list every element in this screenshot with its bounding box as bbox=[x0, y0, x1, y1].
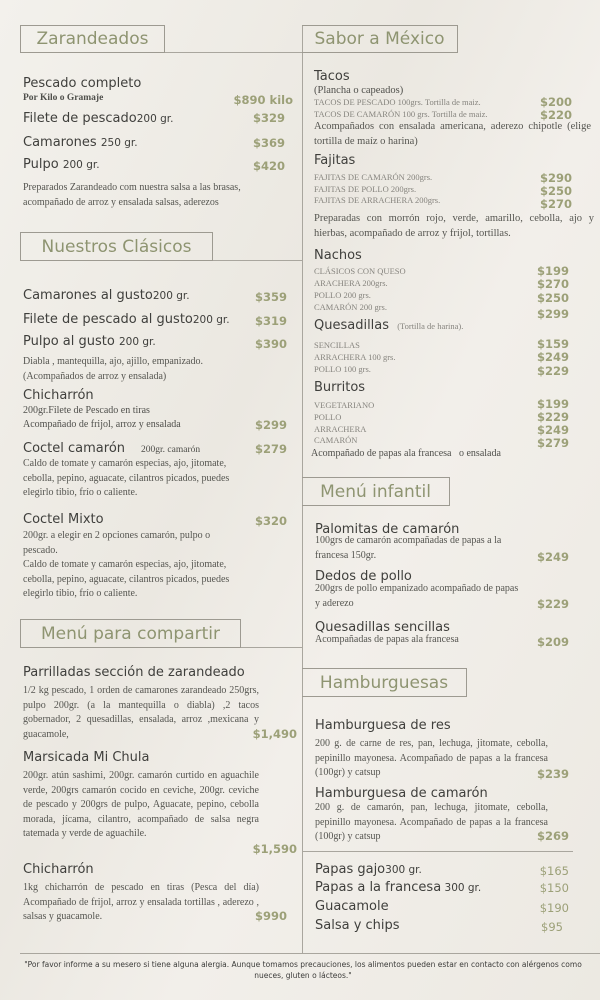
item-price: $329 bbox=[252, 111, 285, 125]
item-desc: Caldo de tomate y camarón especias, ajo, jitomate, cebolla, pepino, aguacate, cilantros picados, puedes elegirlo tibio, frío o caliente. bbox=[23, 559, 230, 599]
item-price: $229 bbox=[536, 410, 569, 424]
item-price: $270 bbox=[539, 197, 572, 211]
section-header-zarandeados: Zarandeados bbox=[20, 25, 165, 53]
item-price: $420 bbox=[252, 159, 285, 173]
item-desc: 1kg chicharrón de pescado en tiras (Pesca del día) Acompañado de frijol, arroz y ensalada tortillas , aderezo , salsas y guacamole. bbox=[23, 882, 259, 922]
item-price: $250 bbox=[536, 291, 569, 305]
category-name: Tacos bbox=[314, 69, 350, 84]
item-price: $299 bbox=[254, 418, 287, 432]
item-name: Quesadillas sencillas bbox=[315, 620, 450, 635]
item-price: $1,490 bbox=[252, 727, 297, 741]
menu-row: VEGETARIANO bbox=[314, 400, 375, 410]
menu-row: FAJITAS DE CAMARÓN 200grs. bbox=[314, 172, 433, 182]
item-price: $95 bbox=[541, 920, 563, 934]
category-note: Preparadas con morrón rojo, verde, amarillo, cebolla, ajo y hierbas, acompañado de arroz y frijol, tortillas. bbox=[314, 213, 594, 239]
menu-row: FAJITAS DE ARRACHERA 200grs. bbox=[314, 195, 441, 205]
category-name: Quesadillas (Tortilla de harina). bbox=[314, 318, 464, 333]
item-price: $150 bbox=[539, 881, 569, 895]
item-price: $279 bbox=[536, 436, 569, 450]
item-name: Chicharrón bbox=[23, 388, 94, 403]
item-name: Papas gajo300 gr. bbox=[315, 862, 422, 877]
item-price: $369 bbox=[252, 136, 285, 150]
category-sub: (Plancha o capeados) bbox=[314, 85, 404, 96]
item-name: Camarones al gusto200 gr. bbox=[23, 288, 190, 303]
item-name: Coctel Mixto bbox=[23, 512, 104, 527]
item-price: $319 bbox=[254, 314, 287, 328]
item-desc: Acompañado de frijol, arroz y ensalada bbox=[23, 419, 181, 430]
header-rule bbox=[165, 52, 302, 53]
item-desc: Caldo de tomate y camarón especias, ajo, jitomate, cebolla, pepino, aguacate, cilantros picados, puedes elegirlo tibio, frío o caliente. bbox=[23, 458, 230, 498]
menu-row: ARRACHERA bbox=[314, 424, 367, 434]
item-price: $229 bbox=[536, 364, 569, 378]
item-name: Chicharrón bbox=[23, 862, 94, 877]
item-name: Pulpo al gusto 200 gr. bbox=[23, 334, 156, 349]
item-name: Papas a la francesa 300 gr. bbox=[315, 880, 482, 895]
header-rule bbox=[241, 647, 302, 648]
item-desc: 200 g. de camarón, pan, lechuga, jitomate, cebolla, pepinillo mayonesa. Acompañado de papas a la francesa (100gr) y catsup bbox=[315, 802, 548, 842]
item-price: $290 bbox=[539, 171, 572, 185]
item-price: $990 bbox=[254, 909, 287, 923]
section-header-compartir: Menú para compartir bbox=[20, 619, 241, 648]
section-header-sabor-a-mexico: Sabor a México bbox=[302, 25, 458, 53]
item-name: Salsa y chips bbox=[315, 918, 400, 933]
item-name: Filete de pescado200 gr. bbox=[23, 111, 174, 126]
item-price: $390 bbox=[254, 337, 287, 351]
section-note: Diabla , mantequilla, ajo, ajillo, empanizado. (Acompañados de arroz y ensalada) bbox=[23, 356, 203, 382]
item-name: Hamburguesa de camarón bbox=[315, 786, 488, 801]
menu-row: ARRACHERA 100 grs. bbox=[314, 352, 396, 362]
menu-row: FAJITAS DE POLLO 200grs. bbox=[314, 184, 417, 194]
category-note: Acompañados con ensalada americana, aderezo chipotle (elige tortilla de maíz o harina) bbox=[314, 121, 591, 147]
extras-divider bbox=[302, 851, 573, 852]
item-name: Hamburguesa de res bbox=[315, 718, 451, 733]
item-name: Marsicada Mi Chula bbox=[23, 750, 150, 765]
menu-row: CAMARÓN 200 grs. bbox=[314, 302, 387, 312]
item-price: $239 bbox=[536, 767, 569, 781]
section-header-hamburguesas: Hamburguesas bbox=[302, 668, 467, 697]
item-price: $249 bbox=[536, 550, 569, 564]
category-name: Nachos bbox=[314, 248, 362, 263]
item-price: $229 bbox=[536, 597, 569, 611]
item-price: $299 bbox=[536, 307, 569, 321]
item-price: $199 bbox=[536, 397, 569, 411]
menu-row: POLLO bbox=[314, 412, 342, 422]
menu-row: ARACHERA 200grs. bbox=[314, 278, 388, 288]
item-price: $890 kilo bbox=[233, 93, 293, 107]
item-desc: Acompañadas de papas ala francesa bbox=[315, 634, 459, 645]
menu-row: TACOS DE CAMARÓN 100 grs. Tortilla de maiz. bbox=[314, 109, 488, 119]
item-price: $279 bbox=[254, 442, 287, 456]
item-name: Pescado completo bbox=[23, 76, 142, 91]
allergy-disclaimer: "Por favor informe a su mesero si tiene alguna alergia. Aunque tomamos precauciones, los alimentos pueden estar en contacto con alérgenos como nueces, gluten o lácteos." bbox=[24, 960, 582, 980]
footer-divider bbox=[20, 953, 600, 954]
menu-row: POLLO 200 grs. bbox=[314, 290, 371, 300]
item-desc: 100grs de camarón acompañadas de papas a la francesa 150gr. bbox=[315, 535, 502, 561]
item-name: Palomitas de camarón bbox=[315, 522, 460, 537]
item-price: $250 bbox=[539, 184, 572, 198]
item-desc: 1/2 kg pescado, 1 orden de camarones zarandeado 250grs, pulpo 200gr. (a la mantequilla o diabla) ,2 tacos gobernador, 2 quesadillas, ensalada, arroz ,mexicana y guacamole, bbox=[23, 685, 259, 740]
item-price: $269 bbox=[536, 829, 569, 843]
item-name: Camarones 250 gr. bbox=[23, 135, 138, 150]
item-price: $159 bbox=[536, 337, 569, 351]
item-name: Dedos de pollo bbox=[315, 569, 412, 584]
section-header-infantil: Menú infantil bbox=[302, 477, 450, 506]
category-note: Acompañado de papas ala francesa o ensalada bbox=[311, 448, 501, 459]
item-price: $359 bbox=[254, 290, 287, 304]
item-desc: 200 g. de carne de res, pan, lechuga, jitomate, cebolla, pepinillo mayonesa. Acompañado de papas a la francesa (100gr) y catsup bbox=[315, 738, 548, 778]
section-header-clasicos: Nuestros Clásicos bbox=[20, 232, 213, 261]
item-price: $200 bbox=[539, 95, 572, 109]
item-price: $320 bbox=[254, 514, 287, 528]
item-name: Parrilladas sección de zarandeado bbox=[23, 665, 245, 680]
item-price: $1,590 bbox=[252, 842, 297, 856]
item-price: $249 bbox=[536, 423, 569, 437]
category-name: Fajitas bbox=[314, 153, 356, 168]
item-price: $190 bbox=[539, 901, 569, 915]
item-desc: 200grs de pollo empanizado acompañado de papas y aderezo bbox=[315, 583, 519, 609]
item-price: $270 bbox=[536, 277, 569, 291]
item-price: $199 bbox=[536, 264, 569, 278]
item-desc: 200gr.Filete de Pescado en tiras bbox=[23, 405, 150, 416]
item-name: Filete de pescado al gusto200 gr. bbox=[23, 312, 230, 327]
item-desc: 200gr. a elegir en 2 opciones camarón, pulpo o pescado. bbox=[23, 530, 211, 556]
item-name: Coctel camarón 200gr. camarón bbox=[23, 441, 201, 456]
menu-row: SENCILLAS bbox=[314, 340, 360, 350]
item-name: Guacamole bbox=[315, 899, 389, 914]
header-rule bbox=[213, 260, 302, 261]
item-price: $249 bbox=[536, 350, 569, 364]
menu-row: POLLO 100 grs. bbox=[314, 364, 371, 374]
item-sub: Por Kilo o Gramaje bbox=[23, 93, 104, 103]
menu-row: CLÁSICOS CON QUESO bbox=[314, 266, 406, 276]
item-price: $220 bbox=[539, 108, 572, 122]
item-price: $165 bbox=[539, 864, 569, 878]
item-price: $209 bbox=[536, 635, 569, 649]
item-desc: 200gr. atún sashimi, 200gr. camarón curtido en aguachile verde, 200grs camarón cocido en ceviche, 200gr. ceviche de pescado y 200grs de pulpo, Aguacate, pepino, cebolla morada, jícama, cilantro, acompañado de salsa negra tatemada y verde de aguachile. bbox=[23, 770, 259, 839]
category-name: Burritos bbox=[314, 380, 366, 395]
item-name: Pulpo 200 gr. bbox=[23, 157, 100, 172]
menu-row: CAMARÓN bbox=[314, 435, 358, 445]
menu-row: TACOS DE PESCADO 100grs. Tortilla de maiz. bbox=[314, 97, 481, 107]
section-note: Preparados Zarandeado com nuestra salsa a las brasas, acompañado de arroz y ensalada salsas, aderezos bbox=[23, 182, 241, 208]
